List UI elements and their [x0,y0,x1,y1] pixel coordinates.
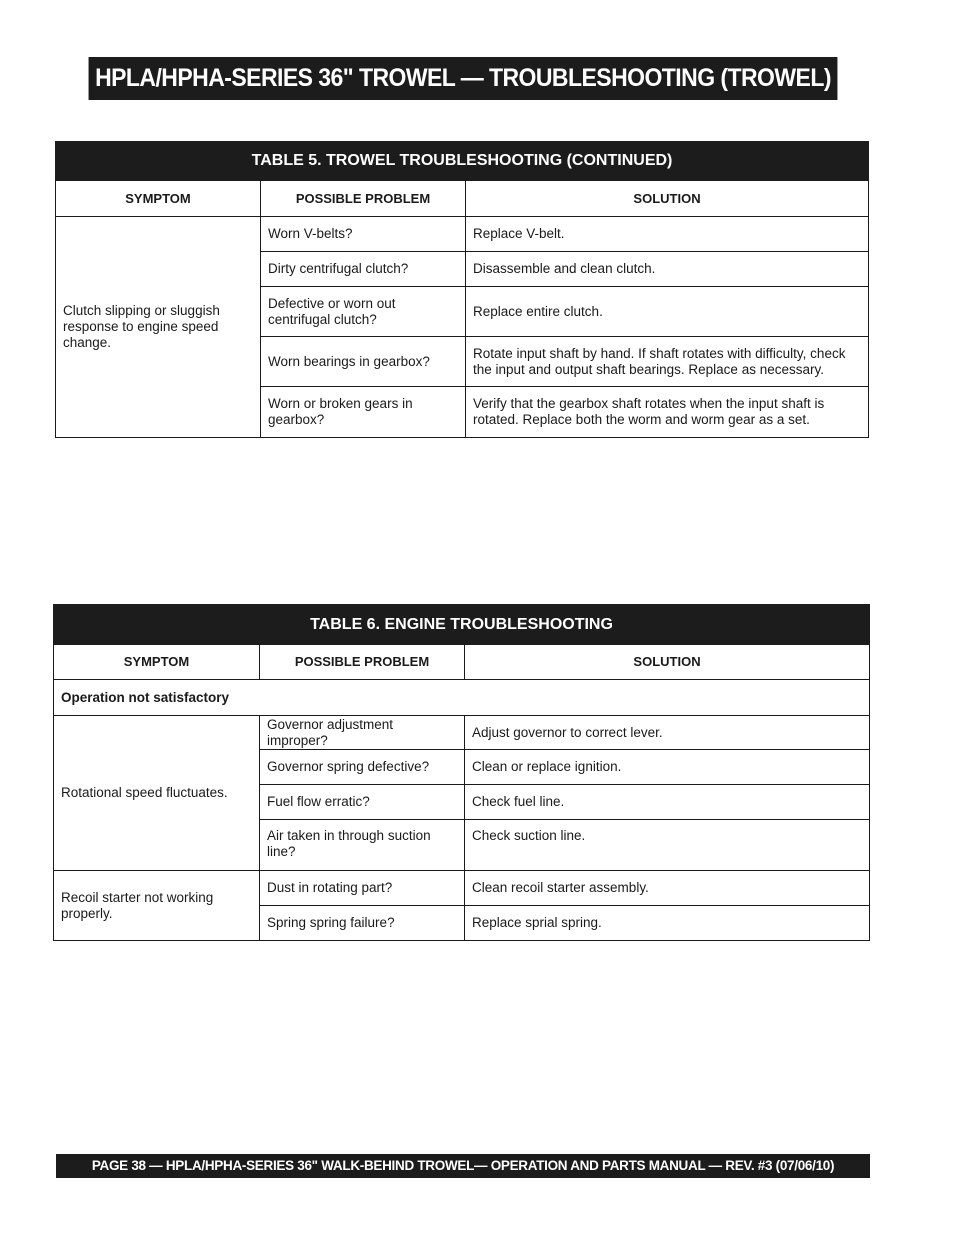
solution-cell: Replace entire clutch. [466,287,869,337]
problem-cell: Worn or broken gears in gearbox? [261,387,466,438]
problem-cell: Governor adjustment improper? [260,716,465,750]
solution-cell: Replace V-belt. [466,217,869,252]
column-header-possible-problem: POSSIBLE PROBLEM [261,181,466,217]
table-caption: TABLE 6. ENGINE TROUBLESHOOTING [54,605,870,645]
solution-cell: Check fuel line. [465,785,870,820]
column-header-solution: SOLUTION [466,181,869,217]
problem-cell: Air taken in through suction line? [260,820,465,871]
table-row [56,217,869,252]
problem-cell: Worn V-belts? [261,217,466,252]
problem-cell: Spring spring failure? [260,906,465,941]
page-title: HPLA/HPHA-SERIES 36" TROWEL — TROUBLESHOOTING (TROWEL) [89,57,838,100]
solution-cell: Clean recoil starter assembly. [465,871,870,906]
solution-cell: Clean or replace ignition. [465,750,870,785]
solution-cell: Disassemble and clean clutch. [466,252,869,287]
problem-cell: Worn bearings in gearbox? [261,337,466,387]
section-heading: Operation not satisfactory [54,680,870,716]
solution-cell: Check suction line. [465,820,870,871]
problem-cell: Governor spring defective? [260,750,465,785]
column-header-possible-problem: POSSIBLE PROBLEM [260,645,465,680]
table-row [54,716,870,750]
solution-cell: Verify that the gearbox shaft rotates when the input shaft is rotated. Replace both the worm and worm gear as a set. [466,387,869,438]
solution-cell: Adjust governor to correct lever. [465,716,870,750]
symptom-cell: Rotational speed fluctuates. [54,716,260,871]
table-row [54,871,870,906]
engine-troubleshooting-table [53,604,870,941]
solution-cell: Rotate input shaft by hand. If shaft rotates with difficulty, check the input and output shaft bearings. Replace as necessary. [466,337,869,387]
column-header-symptom: SYMPTOM [56,181,261,217]
page-footer: PAGE 38 — HPLA/HPHA-SERIES 36" WALK-BEHIND TROWEL— OPERATION AND PARTS MANUAL — REV. #3 (07/06/10) [56,1154,870,1178]
problem-cell: Dust in rotating part? [260,871,465,906]
table-caption: TABLE 5. TROWEL TROUBLESHOOTING (CONTINUED) [56,142,869,181]
trowel-troubleshooting-table [55,141,869,438]
symptom-cell: Clutch slipping or sluggish response to engine speed change. [56,217,261,438]
problem-cell: Defective or worn out centrifugal clutch? [261,287,466,337]
solution-cell: Replace sprial spring. [465,906,870,941]
problem-cell: Dirty centrifugal clutch? [261,252,466,287]
problem-cell: Fuel flow erratic? [260,785,465,820]
column-header-solution: SOLUTION [465,645,870,680]
column-header-symptom: SYMPTOM [54,645,260,680]
symptom-cell: Recoil starter not working properly. [54,871,260,941]
